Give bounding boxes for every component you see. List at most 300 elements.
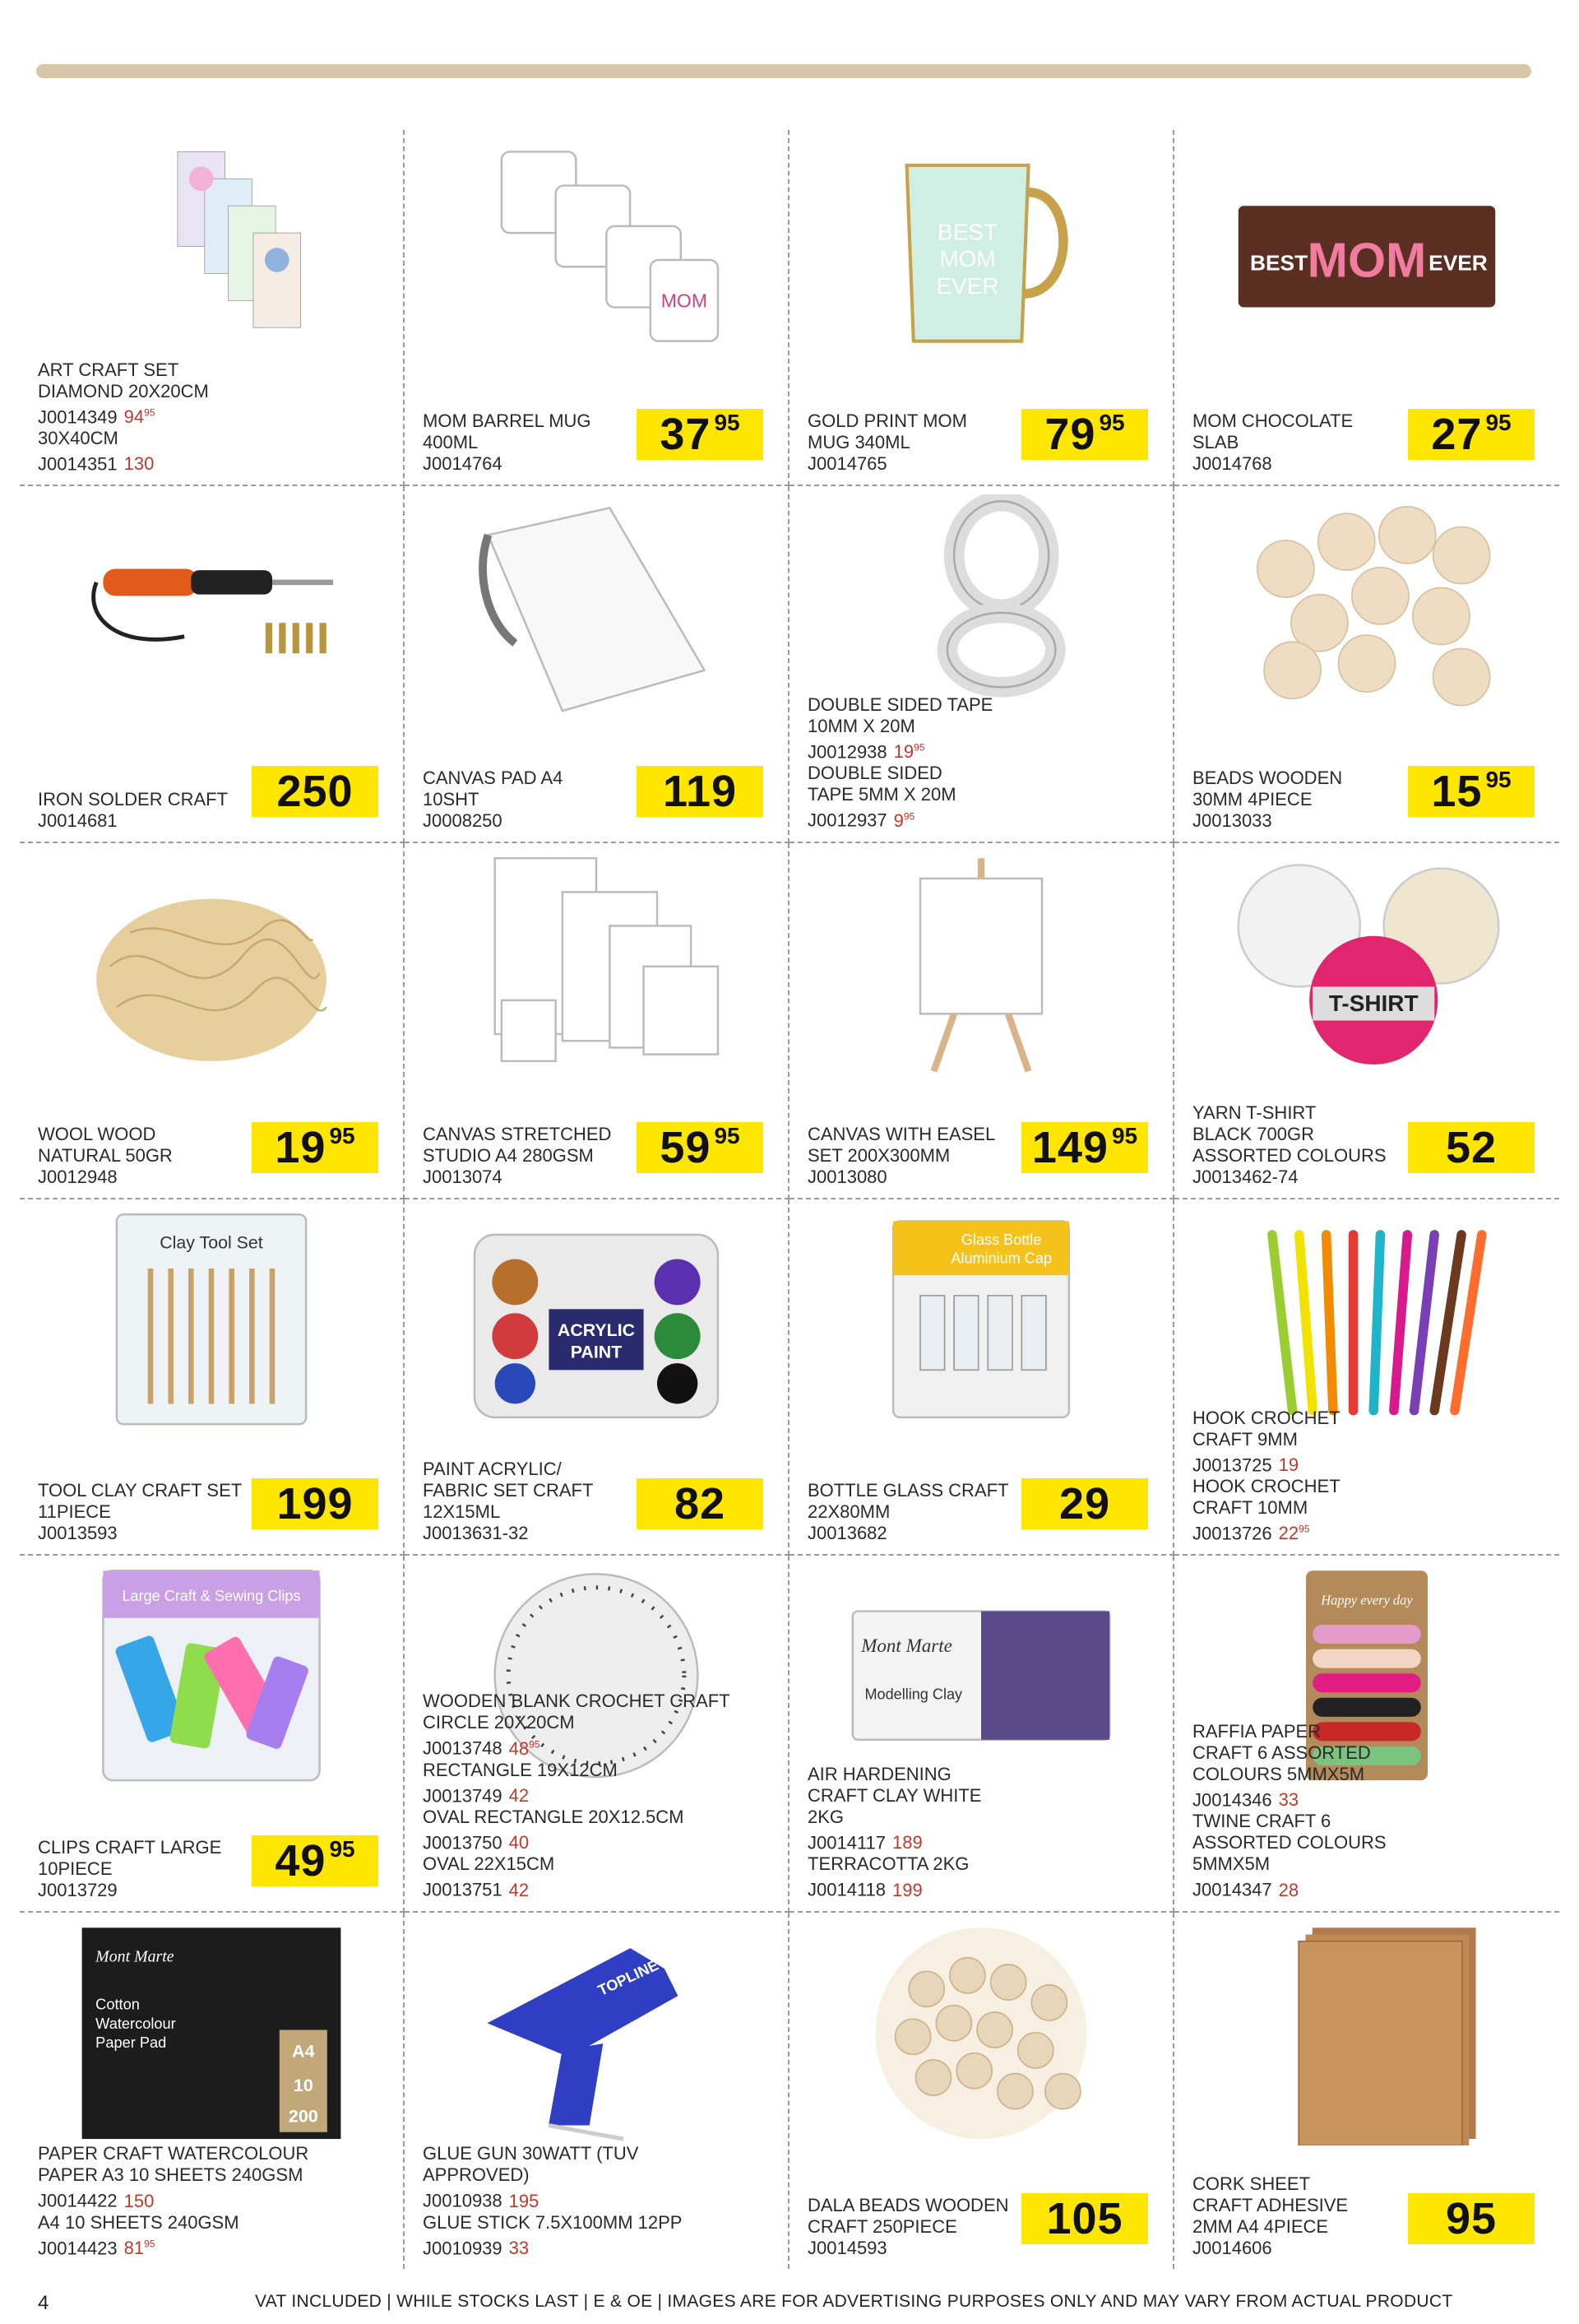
svg-text:Mont Marte: Mont Marte — [95, 1947, 174, 1966]
product-text: STUDIO A4 280GSM — [423, 1145, 594, 1166]
product-text: MOM CHOCOLATE — [1192, 411, 1354, 432]
svg-text:MOM: MOM — [939, 246, 996, 272]
product-line — [1192, 1811, 1439, 1832]
product-text: CRAFT CLAY WHITE — [808, 1785, 982, 1806]
product-text: TWINE CRAFT 6 — [1192, 1811, 1331, 1832]
product-card — [20, 486, 405, 842]
top-decorative-bar — [36, 64, 1531, 78]
product-line — [38, 1480, 285, 1501]
product-line — [423, 453, 669, 475]
product-text: J0013631-32 — [423, 1523, 529, 1544]
product-line — [808, 1145, 1054, 1167]
price-rands: 250 — [276, 766, 354, 816]
product-line — [808, 784, 1054, 805]
product-text: J0014768 — [1192, 453, 1272, 475]
svg-text:Aluminium Cap: Aluminium Cap — [951, 1250, 1052, 1267]
svg-text:Glass Bottle: Glass Bottle — [961, 1232, 1042, 1249]
product-text: J0013682 — [808, 1523, 887, 1544]
variant-price-rands: 40 — [508, 1832, 530, 1853]
product-line — [423, 2234, 669, 2259]
product-text: 11PIECE — [38, 1501, 111, 1523]
svg-text:BEST: BEST — [1250, 250, 1308, 276]
glass-bottles-icon — [806, 1208, 1156, 1431]
product-line — [1192, 768, 1439, 789]
product-text: ASSORTED COLOURS — [1192, 1832, 1387, 1853]
price-cents: 95 — [329, 1123, 355, 1148]
product-card — [20, 130, 405, 486]
product-line — [1192, 1450, 1439, 1476]
svg-text:200: 200 — [288, 2106, 318, 2127]
price-cents: 95 — [329, 1835, 355, 1862]
gold-mug-icon — [806, 138, 1156, 361]
variant-price — [124, 453, 155, 474]
product-line — [423, 768, 669, 789]
product-line — [38, 1145, 285, 1167]
svg-text:Paper Pad: Paper Pad — [95, 2034, 167, 2051]
variant-price-rands: 19 — [1278, 1454, 1299, 1475]
product-info — [808, 2195, 1054, 2259]
product-info — [808, 411, 1054, 475]
product-text: CRAFT 6 ASSORTED — [1192, 1742, 1371, 1763]
product-text: AIR HARDENING — [808, 1764, 952, 1784]
product-text: 10SHT — [423, 788, 479, 809]
variant-price-cents: 95 — [903, 810, 915, 823]
price-tag — [1408, 409, 1535, 460]
product-line — [808, 432, 1054, 453]
price-rands: 37 — [660, 410, 711, 460]
product-line — [423, 1145, 669, 1167]
product-text: HOOK CROCHET — [1192, 1476, 1341, 1496]
svg-text:Watercolour: Watercolour — [95, 2015, 176, 2032]
product-text: J0013751 — [423, 1879, 502, 1900]
product-line — [808, 1124, 1054, 1145]
product-info — [423, 768, 669, 832]
product-line — [1192, 1721, 1439, 1742]
product-line — [1192, 2173, 1439, 2195]
product-card — [790, 843, 1174, 1199]
product-line — [38, 428, 285, 449]
svg-text:PAINT: PAINT — [570, 1342, 623, 1362]
product-text: PAPER A3 10 SHEETS 240GSM — [38, 2164, 303, 2186]
canvases-icon — [421, 851, 771, 1074]
product-info — [423, 1691, 730, 1900]
price-tag — [1408, 766, 1535, 817]
variant-price — [1279, 1880, 1299, 1900]
product-line — [423, 2211, 683, 2234]
product-text: J0014593 — [808, 2238, 887, 2258]
price-rands: 95 — [1445, 2194, 1498, 2243]
product-line — [423, 1760, 669, 1781]
yarn-icon — [1191, 851, 1543, 1074]
product-text: MOM BARREL MUG — [423, 411, 591, 432]
variant-price — [509, 1785, 529, 1806]
product-line — [1192, 810, 1439, 832]
product-line — [808, 1828, 1054, 1853]
product-line — [1192, 1408, 1439, 1429]
svg-text:Clay Tool Set: Clay Tool Set — [160, 1232, 263, 1253]
price-rands: 79 — [1044, 410, 1096, 460]
product-text: TAPE 5MM X 20M — [808, 784, 956, 805]
price-cents: 95 — [1099, 410, 1125, 436]
product-card — [1174, 130, 1559, 486]
product-line — [423, 1733, 669, 1759]
product-text: J0014349 — [38, 406, 118, 427]
variant-price — [509, 1832, 529, 1853]
price-tag — [1021, 1122, 1148, 1173]
tape-icon — [806, 494, 1156, 717]
price-rands: 149 — [1031, 1123, 1109, 1172]
product-info — [423, 411, 669, 475]
clips-icon — [36, 1564, 387, 1787]
product-line — [423, 810, 669, 832]
product-line — [808, 694, 1054, 716]
product-text: J0012948 — [38, 1167, 118, 1187]
canvas-pad-icon — [421, 494, 771, 717]
price-cents: 95 — [1485, 766, 1512, 792]
variant-price-cents: 95 — [529, 1738, 540, 1751]
product-line — [1192, 789, 1439, 810]
product-card — [405, 1199, 790, 1556]
beads-icon — [806, 1921, 1156, 2145]
product-line — [1192, 411, 1439, 432]
product-info — [38, 789, 285, 832]
product-line — [1192, 2195, 1439, 2216]
product-text: PAINT ACRYLIC/ — [423, 1459, 562, 1480]
product-line — [38, 449, 285, 475]
product-line — [423, 432, 669, 453]
product-text: CANVAS WITH EASEL — [808, 1124, 996, 1144]
product-line — [808, 763, 1054, 784]
product-text: J0014346 — [1192, 1789, 1272, 1811]
variant-price — [892, 1832, 923, 1853]
variant-price-rands: 33 — [1278, 1789, 1299, 1811]
product-line — [38, 1501, 285, 1523]
watercolour-pad-icon — [36, 1921, 387, 2145]
price-cents: 95 — [1485, 410, 1512, 436]
price-cents: 95 — [714, 410, 740, 436]
product-text: J0013080 — [808, 1167, 887, 1187]
product-text: J0013462-74 — [1192, 1167, 1299, 1187]
product-text: OVAL 22X15CM — [423, 1853, 555, 1875]
product-text: SLAB — [1192, 432, 1239, 453]
product-line — [423, 1691, 730, 1712]
footer-disclaimer: VAT INCLUDED | WHILE STOCKS LAST | E & OE | IMAGES ARE FOR ADVERTISING PURPOSES ONLY AND MAY VARY FROM ACTUAL PRODUCT — [255, 2292, 1453, 2311]
product-info — [423, 1459, 669, 1544]
page-footer — [0, 2292, 1579, 2317]
price-tag — [252, 1478, 378, 1529]
product-line — [808, 1785, 1054, 1807]
product-card — [790, 1556, 1174, 1912]
product-line — [1192, 1875, 1439, 1900]
product-text: J0013074 — [423, 1167, 502, 1187]
product-text: 2KG — [808, 1807, 845, 1827]
page-number: 4 — [38, 2292, 49, 2314]
product-text: J0014351 — [38, 453, 118, 475]
product-text: YARN T-SHIRT — [1192, 1102, 1317, 1123]
product-card — [405, 486, 790, 842]
product-info — [1192, 768, 1439, 832]
svg-text:Large Craft & Sewing Clips: Large Craft & Sewing Clips — [122, 1588, 301, 1605]
product-info — [38, 1837, 285, 1901]
price-rands: 199 — [276, 1479, 354, 1529]
product-text: J0010938 — [423, 2190, 502, 2211]
product-text: RAFFIA PAPER — [1192, 1721, 1322, 1742]
product-text: BOTTLE GLASS CRAFT — [808, 1480, 1009, 1501]
product-text: DALA BEADS WOODEN — [808, 2195, 1009, 2215]
product-text: FABRIC SET CRAFT — [423, 1480, 594, 1501]
price-tag — [252, 766, 378, 817]
variant-price-rands: 195 — [508, 2190, 539, 2211]
product-card — [790, 486, 1174, 842]
product-line — [423, 1807, 684, 1828]
product-card — [790, 130, 1174, 486]
variant-price — [509, 1880, 529, 1900]
variant-price — [509, 2238, 529, 2258]
price-rands: 29 — [1058, 1479, 1111, 1529]
product-line — [1192, 1145, 1439, 1167]
product-line — [38, 1167, 285, 1188]
variant-price — [894, 810, 915, 831]
svg-text:T-SHIRT: T-SHIRT — [1328, 990, 1419, 1016]
product-text: BLACK 700GR — [1192, 1124, 1314, 1144]
variant-price-rands: 94 — [123, 406, 145, 427]
mug-icon — [421, 138, 771, 361]
price-tag — [1408, 2193, 1535, 2244]
price-cents: 95 — [1111, 1123, 1138, 1148]
product-grid — [20, 130, 1559, 2269]
product-line — [423, 2164, 669, 2186]
variant-price-rands: 19 — [893, 741, 915, 763]
variant-price-rands: 42 — [508, 1879, 530, 1900]
solder-iron-icon — [36, 494, 387, 717]
product-card — [1174, 486, 1559, 842]
product-info — [808, 1480, 1054, 1544]
product-card — [1174, 1199, 1559, 1556]
product-text: GOLD PRINT MOM — [808, 411, 967, 432]
product-line — [808, 716, 1054, 737]
product-text: J0013033 — [1192, 809, 1272, 831]
crochet-hooks-icon — [1191, 1208, 1543, 1431]
product-text: 400ML — [423, 432, 479, 453]
product-text: 10MM X 20M — [808, 716, 915, 736]
product-line — [38, 2164, 303, 2186]
product-line — [1192, 453, 1439, 475]
product-text: DOUBLE SIDED — [808, 763, 942, 784]
variant-price-rands: 28 — [1278, 1879, 1299, 1900]
product-line — [808, 737, 1054, 763]
product-text: GLUE STICK 7.5X100MM 12PP — [423, 2211, 683, 2233]
product-line — [423, 1459, 669, 1480]
svg-text:TOPLINE: TOPLINE — [595, 1956, 661, 1999]
product-line — [808, 1764, 1054, 1785]
product-text: DOUBLE SIDED TAPE — [808, 694, 993, 715]
variant-price — [509, 2191, 539, 2211]
product-info — [1192, 2173, 1439, 2259]
product-text: NATURAL 50GR — [38, 1145, 173, 1166]
product-info — [808, 694, 1054, 832]
product-info — [423, 2143, 683, 2259]
product-card — [405, 1913, 790, 2269]
product-line — [423, 1712, 669, 1733]
product-text: ART CRAFT SET — [38, 359, 179, 380]
price-tag — [1408, 1122, 1535, 1173]
product-line — [38, 2186, 285, 2211]
product-text: HOOK CROCHET — [1192, 1407, 1341, 1428]
product-line — [423, 1853, 669, 1875]
product-card — [20, 843, 405, 1199]
product-line — [38, 2143, 309, 2164]
price-tag — [637, 409, 763, 460]
product-text: J0013749 — [423, 1785, 502, 1806]
product-info — [808, 1764, 1054, 1901]
product-text: DIAMOND 20X20CM — [38, 380, 209, 401]
price-rands: 52 — [1445, 1123, 1498, 1172]
product-line — [38, 402, 285, 428]
product-line — [1192, 1853, 1439, 1875]
product-line — [808, 1480, 1054, 1501]
price-tag — [1021, 1478, 1148, 1529]
product-line — [38, 810, 285, 832]
price-rands: 15 — [1431, 766, 1483, 816]
product-card — [20, 1199, 405, 1556]
variant-price-rands: 42 — [508, 1785, 530, 1806]
product-text: J0014765 — [808, 453, 887, 475]
product-text: SET 200X300MM — [808, 1145, 951, 1166]
product-card — [20, 1913, 405, 2269]
product-line — [1192, 1476, 1439, 1497]
cork-icon — [1191, 1921, 1543, 2145]
product-text: CORK SHEET — [1192, 2173, 1311, 2194]
variant-price — [124, 2191, 155, 2211]
variant-price — [892, 1880, 923, 1900]
svg-text:10: 10 — [293, 2075, 313, 2095]
product-text: BEADS WOODEN — [1192, 767, 1343, 788]
product-card — [1174, 1913, 1559, 2269]
product-info — [38, 360, 285, 475]
variant-price-cents: 95 — [144, 406, 155, 419]
product-text: A4 10 SHEETS 240GSM — [38, 2211, 239, 2233]
product-info — [808, 1124, 1054, 1188]
price-rands: 19 — [275, 1123, 326, 1172]
product-line — [1192, 1102, 1439, 1124]
variant-price-rands: 130 — [123, 453, 155, 475]
glue-gun-icon — [421, 1921, 771, 2145]
product-line — [38, 1124, 285, 1145]
product-text: 30MM 4PIECE — [1192, 788, 1313, 809]
product-text: APPROVED) — [423, 2164, 530, 2186]
wood-beads-icon — [1191, 494, 1543, 717]
product-line — [38, 2234, 285, 2259]
variant-price-rands: 22 — [1278, 1523, 1299, 1544]
product-info — [423, 1124, 669, 1188]
product-line — [1192, 2216, 1439, 2238]
product-line — [1192, 1497, 1439, 1519]
price-tag — [637, 766, 763, 817]
product-card — [405, 1556, 790, 1912]
variant-price — [124, 2238, 155, 2258]
product-text: COLOURS 5MMX5M — [1192, 1764, 1365, 1784]
product-text: 12X15ML — [423, 1501, 501, 1523]
variant-price-rands: 33 — [508, 2238, 530, 2258]
product-line — [423, 411, 669, 432]
product-text: ASSORTED COLOURS — [1192, 1145, 1387, 1166]
product-line — [38, 789, 285, 810]
variant-price-rands: 81 — [123, 2238, 145, 2258]
product-line — [38, 381, 285, 402]
product-line — [1192, 1429, 1439, 1450]
product-text: CRAFT 250PIECE — [808, 2216, 957, 2237]
product-text: WOOL WOOD — [38, 1124, 156, 1144]
clay-pack-icon — [806, 1564, 1156, 1787]
price-tag — [252, 1835, 378, 1886]
product-text: J0014681 — [38, 809, 118, 831]
product-line — [808, 411, 1054, 432]
price-tag — [1021, 409, 1148, 460]
variant-price — [1279, 1523, 1310, 1543]
product-line — [38, 2212, 285, 2234]
product-info — [38, 1124, 285, 1188]
product-line — [1192, 1832, 1439, 1853]
price-rands: 119 — [662, 766, 738, 816]
product-line — [38, 1858, 285, 1880]
svg-text:Modelling Clay: Modelling Clay — [864, 1686, 963, 1703]
svg-text:ACRYLIC: ACRYLIC — [557, 1320, 636, 1341]
product-line — [423, 1875, 669, 1900]
product-card — [790, 1199, 1174, 1556]
product-text: TERRACOTTA 2KG — [808, 1853, 970, 1875]
product-text: MUG 340ML — [808, 432, 910, 453]
product-text: J0014422 — [38, 2190, 118, 2211]
variant-price-cents: 95 — [1299, 1524, 1310, 1535]
product-line — [808, 1501, 1054, 1523]
product-info — [1192, 1102, 1439, 1188]
product-line — [1192, 1785, 1439, 1811]
product-card — [790, 1913, 1174, 2269]
product-text: J0013750 — [423, 1832, 502, 1853]
product-info — [1192, 411, 1439, 475]
product-text: J0013729 — [38, 1879, 118, 1900]
product-text: CRAFT 10MM — [1192, 1497, 1308, 1518]
product-text: J0014347 — [1192, 1879, 1272, 1900]
product-info — [38, 1480, 285, 1544]
product-text: J0013726 — [1192, 1523, 1272, 1544]
product-card — [405, 130, 790, 486]
product-text: J0013725 — [1192, 1454, 1272, 1475]
product-line — [423, 2143, 669, 2164]
product-line — [808, 1167, 1054, 1188]
product-line — [423, 789, 669, 810]
price-rands: 59 — [660, 1123, 711, 1172]
product-text: J0012937 — [808, 809, 887, 831]
variant-price-rands: 9 — [893, 809, 904, 831]
product-text: CANVAS STRETCHED — [423, 1124, 612, 1144]
product-line — [423, 1501, 669, 1523]
product-card — [405, 843, 790, 1199]
product-text: J0013748 — [423, 1737, 502, 1759]
variant-price-rands: 48 — [508, 1737, 530, 1759]
price-rands: 82 — [674, 1479, 726, 1529]
product-card — [1174, 1556, 1559, 1912]
product-text: PAPER CRAFT WATERCOLOUR — [38, 2143, 309, 2164]
product-line — [808, 453, 1054, 475]
price-tag — [1021, 2193, 1148, 2244]
product-info — [1192, 1408, 1439, 1545]
product-line — [1192, 1742, 1439, 1764]
svg-text:MOM: MOM — [660, 290, 708, 312]
product-line — [38, 1880, 285, 1901]
variant-price — [509, 1738, 540, 1759]
product-line — [808, 1523, 1054, 1544]
